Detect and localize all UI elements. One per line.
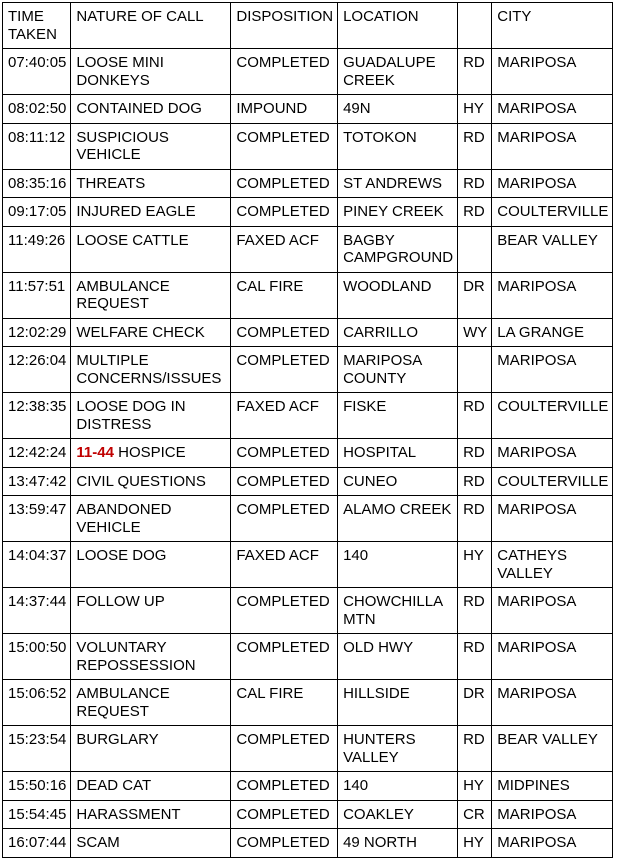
disposition-cell: COMPLETED [231, 496, 338, 542]
street-suffix-cell: CR [458, 800, 492, 829]
nature-cell [71, 169, 231, 198]
location-cell: CARRILLO [338, 318, 458, 347]
city-cell: MARIPOSA [492, 169, 613, 198]
nature-cell [71, 393, 231, 439]
time-cell: 16:07:44 [3, 829, 71, 858]
time-cell: 15:00:50 [3, 634, 71, 680]
header-nature-of-call: NATURE OF CALL [71, 3, 231, 49]
table-row [3, 49, 613, 95]
location-cell: BAGBY CAMPGROUND [338, 226, 458, 272]
table-row [3, 393, 613, 439]
location-cell: WOODLAND [338, 272, 458, 318]
city-cell: MARIPOSA [492, 588, 613, 634]
nature-cell [71, 226, 231, 272]
time-cell: 14:04:37 [3, 542, 71, 588]
nature-text: VOLUNTARY REPOSSESSION [76, 639, 196, 674]
disposition-cell: COMPLETED [231, 318, 338, 347]
location-cell: PINEY CREEK [338, 198, 458, 227]
street-suffix-cell: HY [458, 95, 492, 124]
table-row [3, 772, 613, 801]
nature-cell [71, 123, 231, 169]
time-cell: 12:26:04 [3, 347, 71, 393]
disposition-cell: COMPLETED [231, 169, 338, 198]
call-log-body [3, 49, 613, 858]
nature-text: THREATS [76, 174, 146, 192]
city-cell: MARIPOSA [492, 49, 613, 95]
header-row [3, 3, 613, 49]
location-cell: MARIPOSA COUNTY [338, 347, 458, 393]
nature-text: CIVIL QUESTIONS [76, 472, 206, 490]
street-suffix-cell: RD [458, 467, 492, 496]
city-cell: CATHEYS VALLEY [492, 542, 613, 588]
time-cell: 09:17:05 [3, 198, 71, 227]
table-row [3, 123, 613, 169]
table-row [3, 467, 613, 496]
disposition-cell: COMPLETED [231, 49, 338, 95]
nature-cell [71, 588, 231, 634]
nature-cell [71, 347, 231, 393]
street-suffix-cell: HY [458, 772, 492, 801]
nature-text: LOOSE DOG IN DISTRESS [76, 398, 186, 433]
disposition-cell: COMPLETED [231, 634, 338, 680]
street-suffix-cell: RD [458, 439, 492, 468]
city-cell: MARIPOSA [492, 634, 613, 680]
header-location: LOCATION [338, 3, 458, 49]
nature-cell [71, 49, 231, 95]
table-row [3, 198, 613, 227]
location-cell: ALAMO CREEK [338, 496, 458, 542]
nature-text: SCAM [76, 834, 120, 851]
nature-text: ABANDONED VEHICLE [76, 501, 172, 536]
time-cell: 13:59:47 [3, 496, 71, 542]
location-cell: 49N [338, 95, 458, 124]
disposition-cell: FAXED ACF [231, 393, 338, 439]
disposition-cell: COMPLETED [231, 123, 338, 169]
city-cell: MARIPOSA [492, 95, 613, 124]
header-city: CITY [492, 3, 613, 49]
time-cell: 15:23:54 [3, 726, 71, 772]
table-row [3, 347, 613, 393]
city-cell: COULTERVILLE [492, 393, 613, 439]
time-cell: 11:49:26 [3, 226, 71, 272]
location-cell: ST ANDREWS [338, 169, 458, 198]
street-suffix-cell: DR [458, 680, 492, 726]
nature-text: INJURED EAGLE [76, 203, 196, 220]
city-cell: MIDPINES [492, 772, 613, 801]
nature-cell [71, 198, 231, 227]
disposition-cell: COMPLETED [231, 829, 338, 858]
city-cell: MARIPOSA [492, 272, 613, 318]
nature-cell [71, 496, 231, 542]
time-cell: 12:02:29 [3, 318, 71, 347]
street-suffix-cell: HY [458, 829, 492, 858]
nature-text: FOLLOW UP [76, 593, 165, 610]
table-row [3, 829, 613, 858]
disposition-cell: IMPOUND [231, 95, 338, 124]
nature-cell [71, 272, 231, 318]
nature-text: AMBULANCE REQUEST [76, 277, 170, 312]
city-cell: MARIPOSA [492, 123, 613, 169]
city-cell: COULTERVILLE [492, 467, 613, 496]
disposition-cell: CAL FIRE [231, 680, 338, 726]
city-cell: MARIPOSA [492, 800, 613, 829]
disposition-cell: COMPLETED [231, 800, 338, 829]
street-suffix-cell: RD [458, 588, 492, 634]
nature-cell [71, 800, 231, 829]
table-row [3, 588, 613, 634]
disposition-cell: COMPLETED [231, 347, 338, 393]
header-street-suffix [458, 3, 492, 49]
nature-text: CONTAINED DOG [76, 100, 202, 117]
location-cell: CUNEO [338, 467, 458, 496]
nature-cell [71, 829, 231, 858]
table-row [3, 726, 613, 772]
call-code: 11-44 [76, 444, 114, 461]
disposition-cell: COMPLETED [231, 198, 338, 227]
nature-text: HOSPICE [118, 444, 186, 461]
city-cell: MARIPOSA [492, 496, 613, 542]
time-cell: 15:06:52 [3, 680, 71, 726]
city-cell: MARIPOSA [492, 347, 613, 393]
table-row [3, 634, 613, 680]
time-cell: 08:35:16 [3, 169, 71, 198]
city-cell: BEAR VALLEY [492, 726, 613, 772]
time-cell: 12:42:24 [3, 439, 71, 468]
table-row [3, 226, 613, 272]
city-cell: MARIPOSA [492, 829, 613, 858]
street-suffix-cell: DR [458, 272, 492, 318]
street-suffix-cell: HY [458, 542, 492, 588]
location-cell: TOTOKON [338, 123, 458, 169]
location-cell: GUADALUPE CREEK [338, 49, 458, 95]
nature-text: LOOSE MINI DONKEYS [76, 54, 164, 89]
nature-text: LOOSE CATTLE [76, 231, 189, 249]
location-cell: CHOWCHILLA MTN [338, 588, 458, 634]
disposition-cell: CAL FIRE [231, 272, 338, 318]
nature-cell [71, 318, 231, 347]
city-cell: LA GRANGE [492, 318, 613, 347]
nature-text: WELFARE CHECK [76, 323, 205, 341]
disposition-cell: FAXED ACF [231, 542, 338, 588]
table-row [3, 95, 613, 124]
nature-cell [71, 634, 231, 680]
street-suffix-cell [458, 226, 492, 272]
time-cell: 15:54:45 [3, 800, 71, 829]
table-row [3, 680, 613, 726]
street-suffix-cell [458, 347, 492, 393]
street-suffix-cell: WY [458, 318, 492, 347]
time-cell: 14:37:44 [3, 588, 71, 634]
nature-text: DEAD CAT [76, 777, 152, 794]
location-cell: HUNTERS VALLEY [338, 726, 458, 772]
location-cell: 140 [338, 772, 458, 801]
disposition-cell: COMPLETED [231, 772, 338, 801]
city-cell: BEAR VALLEY [492, 226, 613, 272]
disposition-cell: COMPLETED [231, 726, 338, 772]
header-time-taken: TIME TAKEN [3, 3, 71, 49]
street-suffix-cell: RD [458, 198, 492, 227]
nature-cell [71, 95, 231, 124]
nature-text: LOOSE DOG [76, 547, 167, 564]
disposition-cell: COMPLETED [231, 588, 338, 634]
nature-text: MULTIPLE CONCERNS/ISSUES [76, 352, 222, 387]
nature-text: SUSPICIOUS VEHICLE [76, 128, 169, 163]
nature-text: HARASSMENT [76, 805, 181, 823]
table-row [3, 800, 613, 829]
nature-cell [71, 726, 231, 772]
nature-cell [71, 467, 231, 496]
disposition-cell: COMPLETED [231, 467, 338, 496]
location-cell: HOSPITAL [338, 439, 458, 468]
time-cell: 12:38:35 [3, 393, 71, 439]
street-suffix-cell: RD [458, 49, 492, 95]
city-cell: MARIPOSA [492, 439, 613, 468]
street-suffix-cell: RD [458, 123, 492, 169]
city-cell: MARIPOSA [492, 680, 613, 726]
table-row [3, 542, 613, 588]
table-row [3, 318, 613, 347]
location-cell: FISKE [338, 393, 458, 439]
time-cell: 07:40:05 [3, 49, 71, 95]
street-suffix-cell: RD [458, 496, 492, 542]
disposition-cell: FAXED ACF [231, 226, 338, 272]
call-log-table [2, 2, 613, 858]
time-cell: 11:57:51 [3, 272, 71, 318]
street-suffix-cell: RD [458, 393, 492, 439]
header-disposition: DISPOSITION [231, 3, 338, 49]
table-row [3, 272, 613, 318]
location-cell: COAKLEY [338, 800, 458, 829]
nature-cell [71, 439, 231, 468]
street-suffix-cell: RD [458, 726, 492, 772]
table-row [3, 439, 613, 468]
time-cell: 15:50:16 [3, 772, 71, 801]
time-cell: 08:02:50 [3, 95, 71, 124]
nature-cell [71, 772, 231, 801]
time-cell: 13:47:42 [3, 467, 71, 496]
street-suffix-cell: RD [458, 169, 492, 198]
time-cell: 08:11:12 [3, 123, 71, 169]
table-row [3, 496, 613, 542]
location-cell: HILLSIDE [338, 680, 458, 726]
disposition-cell: COMPLETED [231, 439, 338, 468]
street-suffix-cell: RD [458, 634, 492, 680]
nature-cell [71, 680, 231, 726]
location-cell: OLD HWY [338, 634, 458, 680]
nature-cell [71, 542, 231, 588]
location-cell: 49 NORTH [338, 829, 458, 858]
nature-text: BURGLARY [76, 731, 159, 748]
location-cell: 140 [338, 542, 458, 588]
table-row [3, 169, 613, 198]
nature-text: AMBULANCE REQUEST [76, 685, 170, 720]
city-cell: COULTERVILLE [492, 198, 613, 227]
